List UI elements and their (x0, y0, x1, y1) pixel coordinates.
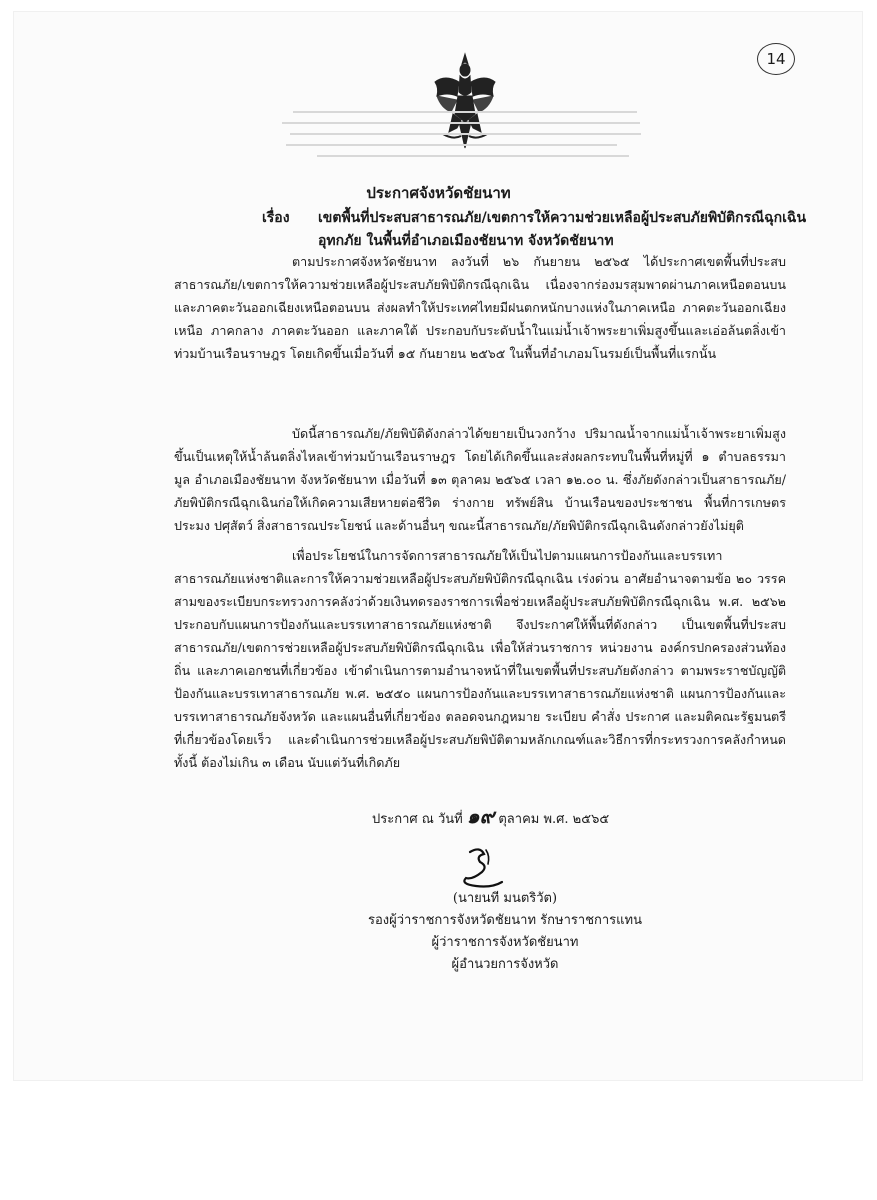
paragraph-text: เพื่อประโยชน์ในการจัดการสาธารณภัยให้เป็นไปตามแผนการป้องกันและบรรเทาสาธารณภัยแห่งชาติและการให้ความช่วยเหลือผู้ประสบภัยพิบัติกรณีฉุกเฉิน เร่งด่วน อาศัยอำนาจตามข้อ ๒๐ วรรคสามของระเบียบกระทรวงการคลังว่าด้วยเงินทดรองราชการเพื่อช่วยเหลือผู้ประสบภัยพิบัติกรณีฉุกเฉิน พ.ศ. ๒๕๖๒ ประกอบกับแผนการป้องกันและบรรเทาสาธารณภัยแห่งชาติ จึงประกาศให้พื้นที่ดังกล่าว เป็นเขตพื้นที่ประสบสาธารณภัย/เขตการช่วยเหลือผู้ประสบภัยพิบัติกรณีฉุกเฉิน เพื่อให้ส่วนราชการ หน่วยงาน องค์กรปกครองส่วนท้องถิ่น และภาคเอกชนที่เกี่ยวข้อง เข้าดำเนินการตามอำนาจหน้าที่ในเขตพื้นที่ประสบภัยดังกล่าว ตามพระราชบัญญัติป้องกันและบรรเทาสาธารณภัย พ.ศ. ๒๕๕๐ แผนการป้องกันและบรรเทาสาธารณภัยแห่งชาติ แผนการป้องกันและบรรเทาสาธารณภัยจังหวัด และแผนอื่นที่เกี่ยวข้อง ตลอดจนกฎหมาย ระเบียบ คำสั่ง ประกาศ และมติคณะรัฐมนตรีที่เกี่ยวข้องโดยเร็ว และดำเนินการช่วยเหลือผู้ประสบภัยพิบัติตามหลักเกณฑ์และวิธีการที่กระทรวงการคลังกำหนด ทั้งนี้ ต้องไม่เกิน ๓ เดือน นับแต่วันที่เกิดภัย (174, 548, 786, 770)
paragraph-text: บัดนี้สาธารณภัย/ภัยพิบัติดังกล่าวได้ขยายเป็นวงกว้าง ปริมาณน้ำจากแม่น้ำเจ้าพระยาเพิ่มสูงขึ้นเป็นเหตุให้น้ำล้นตลิ่งไหลเข้าท่วมบ้านเรือนราษฎร โดยได้เกิดขึ้นและส่งผลกระทบในพื้นที่หมู่ที่ ๑ ตำบลธรรมามูล อำเภอเมืองชัยนาท จังหวัดชัยนาท เมื่อวันที่ ๑๓ ตุลาคม ๒๕๖๕ เวลา ๑๒.๐๐ น. ซึ่งภัยดังกล่าวเป็นสาธารณภัย/ภัยพิบัติกรณีฉุกเฉินก่อให้เกิดความเสียหายต่อชีวิต ร่างกาย ทรัพย์สิน บ้านเรือนของประชาชน พื้นที่การเกษตร ประมง ปศุสัตว์ สิ่งสาธารณประโยชน์ และด้านอื่นๆ ขณะนี้สาธารณภัย/ภัยพิบัติกรณีฉุกเฉินดังกล่าวยังไม่ยุติ (174, 426, 786, 533)
subject-line-2: อุทกภัย ในพื้นที่อำเภอเมืองชัยนาท จังหวัดชัยนาท (318, 233, 614, 249)
paragraph-1 (174, 250, 786, 365)
announcement-date (372, 800, 609, 832)
subject-label: เรื่อง (262, 210, 290, 226)
signer-position-3: ผู้อำนวยการจังหวัด (451, 957, 559, 972)
page-number: 14 (766, 50, 786, 68)
signer-position-1: รองผู้ว่าราชการจังหวัดชัยนาท รักษาราชการแทน (367, 913, 643, 928)
page-number-circle (757, 43, 795, 75)
signature-block (340, 888, 670, 976)
paragraph-2 (174, 422, 786, 537)
date-suffix: ตุลาคม พ.ศ. ๒๕๖๕ (498, 812, 610, 827)
paragraph-3 (174, 544, 786, 774)
signer-position-2: ผู้ว่าราชการจังหวัดชัยนาท (431, 935, 579, 950)
signer-name: (นายนที มนตริวัต) (452, 891, 558, 906)
handwritten-day: ๑๙ (466, 804, 495, 828)
document-title: ประกาศจังหวัดชัยนาท (366, 184, 511, 202)
date-prefix: ประกาศ ณ วันที่ (372, 812, 463, 827)
subject-line-1: เขตพื้นที่ประสบสาธารณภัย/เขตการให้ความช่วยเหลือผู้ประสบภัยพิบัติกรณีฉุกเฉิน (318, 210, 807, 226)
paragraph-text: ตามประกาศจังหวัดชัยนาท ลงวันที่ ๒๖ กันยายน ๒๕๖๕ ได้ประกาศเขตพื้นที่ประสบสาธารณภัย/เขตการให้ความช่วยเหลือผู้ประสบภัยพิบัติกรณีฉุกเฉิน เนื่องจากร่องมรสุมพาดผ่านภาคเหนือตอนบนและภาคตะวันออกเฉียงเหนือตอนบน ส่งผลทำให้ประเทศไทยมีฝนตกหนักบางแห่งในภาคเหนือ ภาคตะวันออกเฉียงเหนือ ภาคกลาง ภาคตะวันออก และภาคใต้ ประกอบกับระดับน้ำในแม่น้ำเจ้าพระยาเพิ่มสูงขึ้นและเอ่อล้นตลิ่งเข้าท่วมบ้านเรือนราษฎร โดยเกิดขึ้นเมื่อวันที่ ๑๕ กันยายน ๒๕๖๕ ในพื้นที่อำเภอมโนรมย์เป็นพื้นที่แรกนั้น (174, 254, 786, 361)
